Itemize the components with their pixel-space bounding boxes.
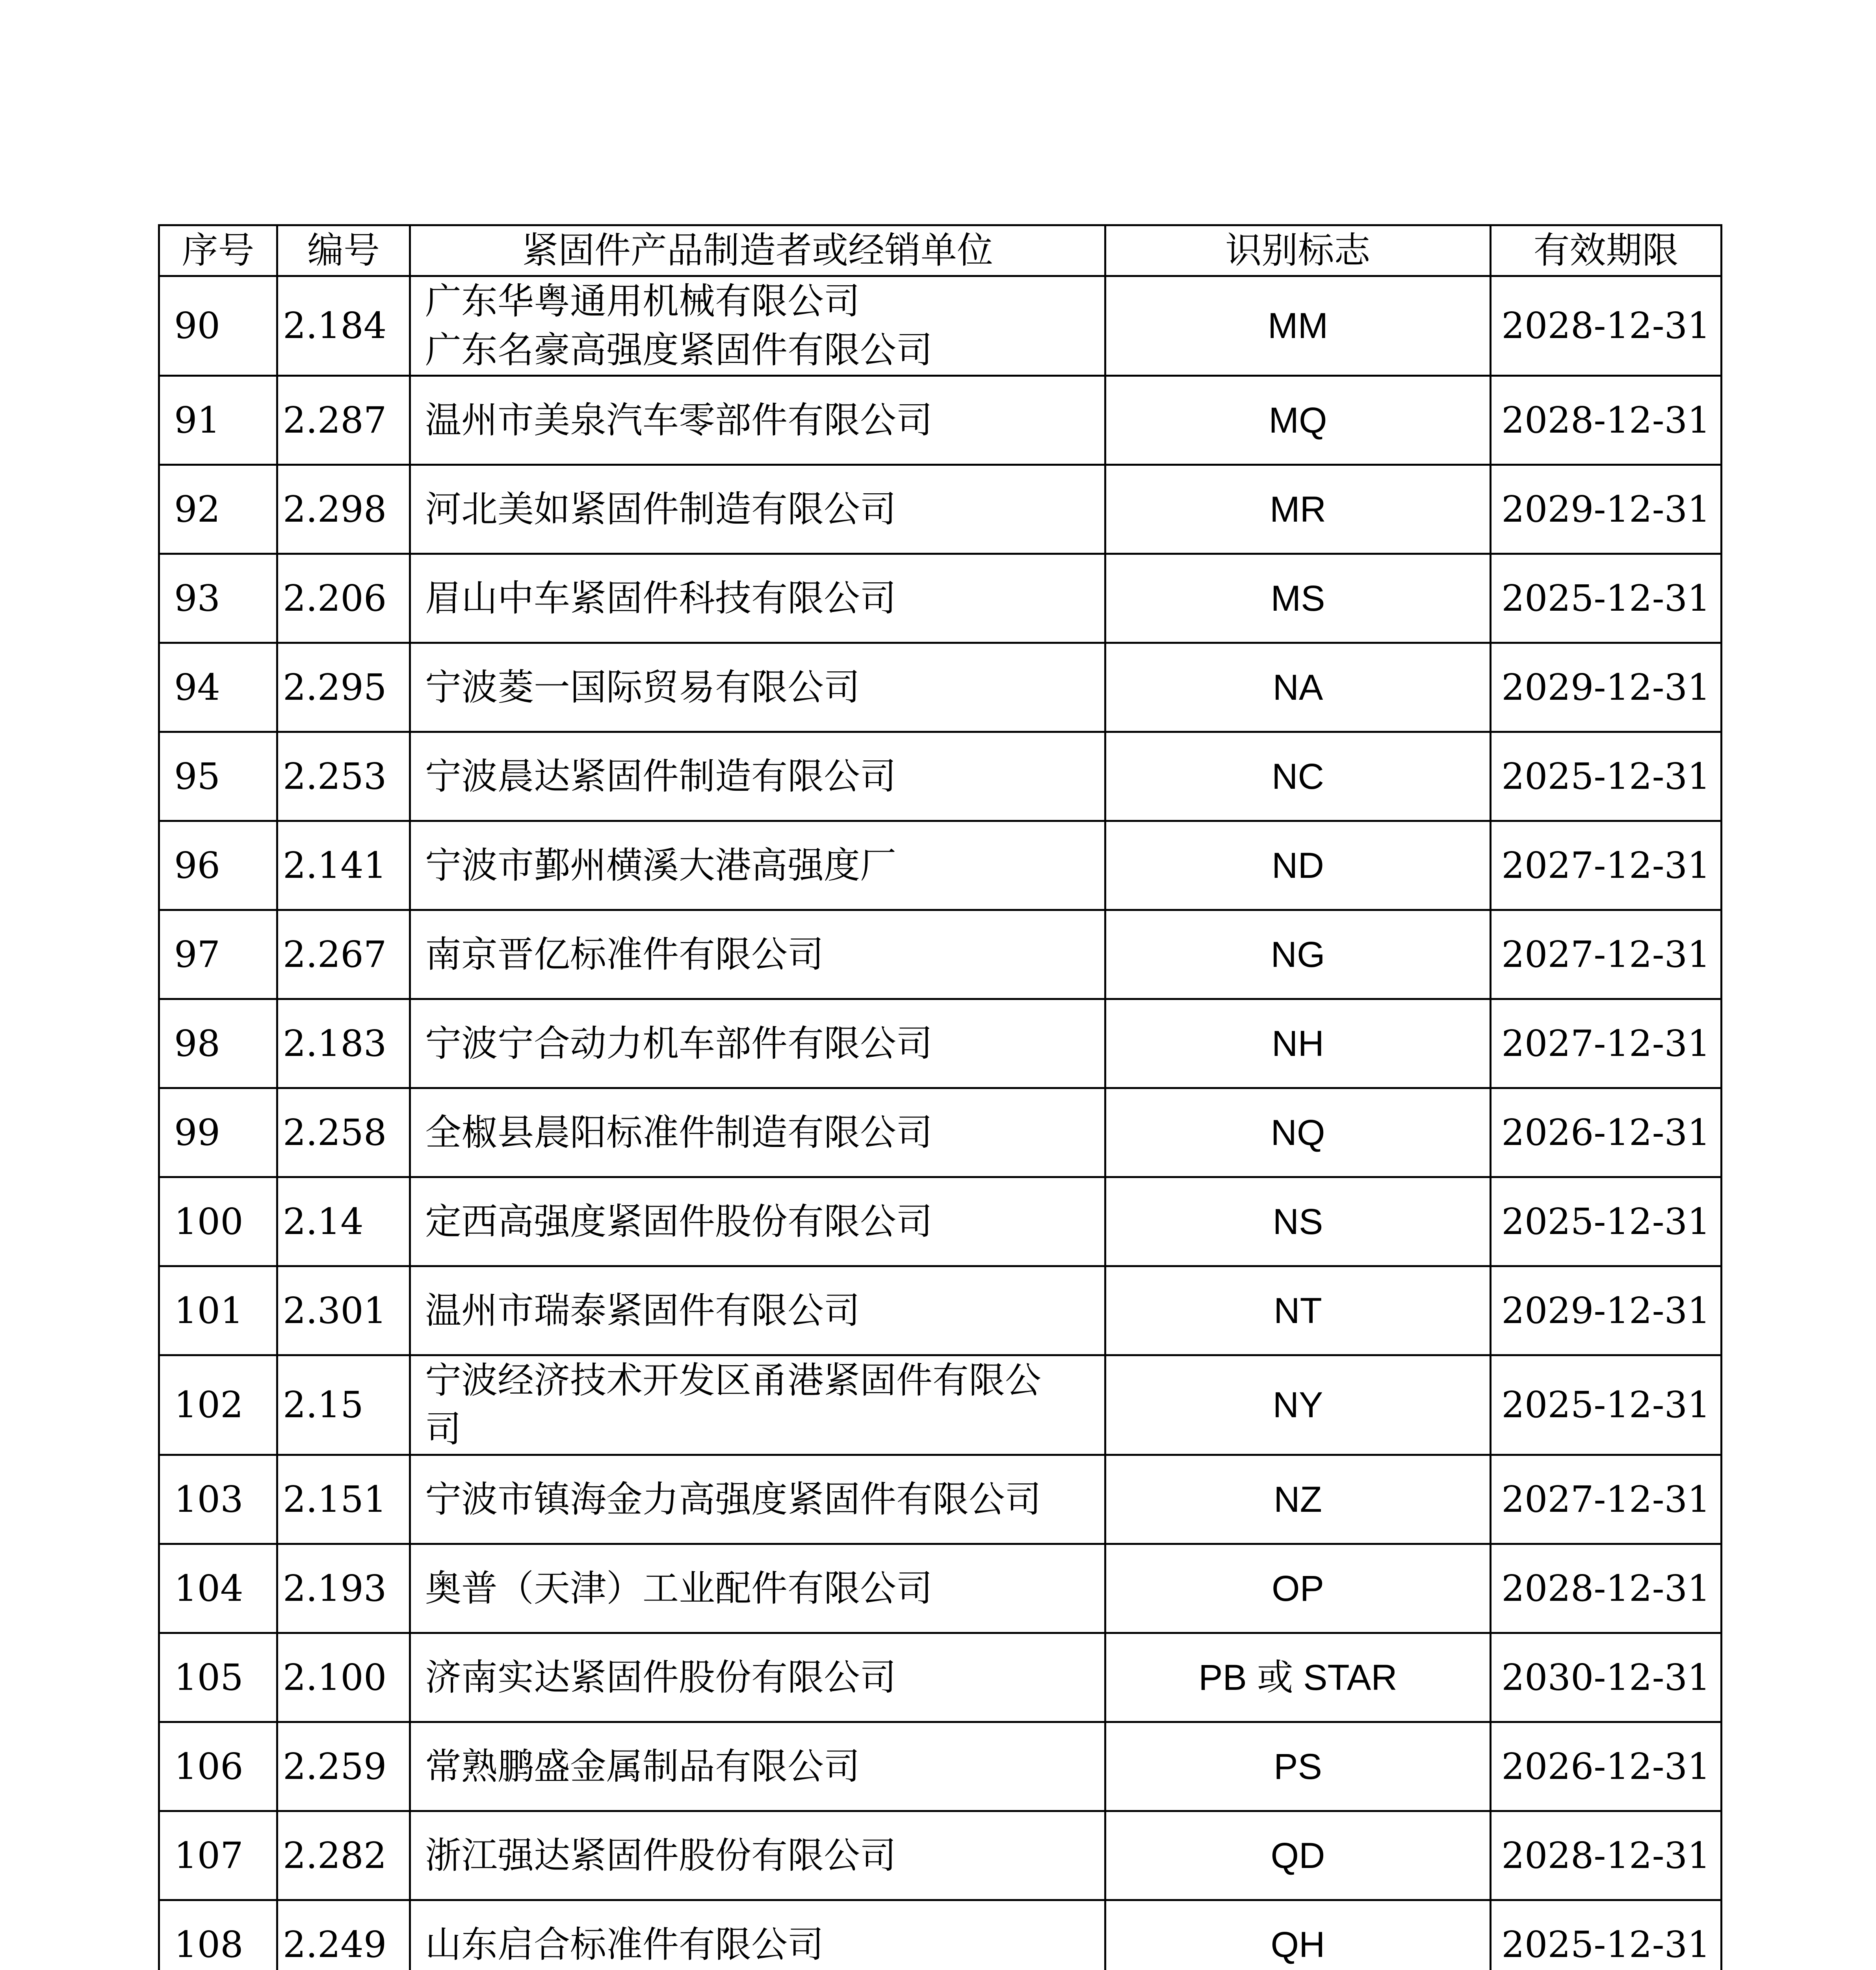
row-code: 2.267 xyxy=(277,910,410,999)
row-company-name xyxy=(410,376,1105,465)
row-validity-date: 2030-12-31 xyxy=(1491,1633,1722,1722)
company-name-line: 山东启合标准件有限公司 xyxy=(425,1923,824,1966)
row-identification-mark: OP xyxy=(1105,1544,1491,1633)
table-row xyxy=(159,1455,1722,1544)
row-identification-mark: NY xyxy=(1105,1355,1491,1455)
table-row xyxy=(159,1544,1722,1633)
row-validity-date: 2025-12-31 xyxy=(1491,554,1722,643)
row-code: 2.206 xyxy=(277,554,410,643)
table-row xyxy=(159,732,1722,821)
row-identification-mark: NQ xyxy=(1105,1088,1491,1177)
header-code: 编号 xyxy=(277,225,410,276)
row-company-name xyxy=(410,1900,1105,1970)
row-seq: 93 xyxy=(159,554,277,643)
row-seq: 94 xyxy=(159,643,277,732)
row-validity-date: 2025-12-31 xyxy=(1491,1900,1722,1970)
table-row xyxy=(159,465,1722,554)
row-seq: 106 xyxy=(159,1722,277,1811)
row-validity-date: 2027-12-31 xyxy=(1491,999,1722,1088)
company-name-line: 宁波市鄞州横溪大港高强度厂 xyxy=(425,844,897,886)
row-seq: 103 xyxy=(159,1455,277,1544)
row-seq: 104 xyxy=(159,1544,277,1633)
header-name: 紧固件产品制造者或经销单位 xyxy=(410,225,1105,276)
company-name-line: 温州市瑞泰紧固件有限公司 xyxy=(425,1289,860,1332)
row-code: 2.298 xyxy=(277,465,410,554)
row-code: 2.301 xyxy=(277,1266,410,1355)
row-validity-date: 2028-12-31 xyxy=(1491,276,1722,376)
table-row xyxy=(159,999,1722,1088)
table-row xyxy=(159,1266,1722,1355)
row-company-name xyxy=(410,1355,1105,1455)
row-seq: 101 xyxy=(159,1266,277,1355)
row-identification-mark: MM xyxy=(1105,276,1491,376)
company-name-line: 奥普（天津）工业配件有限公司 xyxy=(425,1567,933,1609)
row-identification-mark: QD xyxy=(1105,1811,1491,1900)
table-row xyxy=(159,1633,1722,1722)
row-company-name xyxy=(410,1266,1105,1355)
row-company-name xyxy=(410,276,1105,376)
row-seq: 92 xyxy=(159,465,277,554)
row-company-name xyxy=(410,1811,1105,1900)
row-identification-mark: NZ xyxy=(1105,1455,1491,1544)
table-header-row xyxy=(159,225,1722,276)
registration-table xyxy=(158,224,1722,1970)
company-name-line: 济南实达紧固件股份有限公司 xyxy=(425,1656,897,1699)
row-code: 2.151 xyxy=(277,1455,410,1544)
row-seq: 107 xyxy=(159,1811,277,1900)
company-name-line: 宁波经济技术开发区甬港紧固件有限公 xyxy=(425,1359,1042,1401)
company-name-line: 广东名豪高强度紧固件有限公司 xyxy=(425,329,933,371)
row-code: 2.253 xyxy=(277,732,410,821)
row-code: 2.259 xyxy=(277,1722,410,1811)
row-code: 2.282 xyxy=(277,1811,410,1900)
row-company-name xyxy=(410,465,1105,554)
company-name-line: 定西高强度紧固件股份有限公司 xyxy=(425,1200,933,1243)
header-seq: 序号 xyxy=(159,225,277,276)
row-validity-date: 2025-12-31 xyxy=(1491,1355,1722,1455)
row-validity-date: 2028-12-31 xyxy=(1491,376,1722,465)
row-company-name xyxy=(410,821,1105,910)
row-validity-date: 2029-12-31 xyxy=(1491,643,1722,732)
row-code: 2.141 xyxy=(277,821,410,910)
row-seq: 99 xyxy=(159,1088,277,1177)
row-code: 2.249 xyxy=(277,1900,410,1970)
row-code: 2.100 xyxy=(277,1633,410,1722)
row-company-name xyxy=(410,554,1105,643)
row-validity-date: 2029-12-31 xyxy=(1491,465,1722,554)
row-code: 2.15 xyxy=(277,1355,410,1455)
company-name-line: 宁波宁合动力机车部件有限公司 xyxy=(425,1022,933,1065)
company-name-line: 广东华粤通用机械有限公司 xyxy=(425,280,860,322)
table-row xyxy=(159,1355,1722,1455)
company-name-line: 宁波菱一国际贸易有限公司 xyxy=(425,666,860,708)
row-company-name xyxy=(410,1455,1105,1544)
row-identification-mark: NS xyxy=(1105,1177,1491,1266)
row-seq: 105 xyxy=(159,1633,277,1722)
row-identification-mark: NA xyxy=(1105,643,1491,732)
row-validity-date: 2027-12-31 xyxy=(1491,910,1722,999)
row-validity-date: 2029-12-31 xyxy=(1491,1266,1722,1355)
company-name-line: 全椒县晨阳标准件制造有限公司 xyxy=(425,1111,933,1154)
row-seq: 102 xyxy=(159,1355,277,1455)
row-seq: 98 xyxy=(159,999,277,1088)
company-name-line: 南京晋亿标准件有限公司 xyxy=(425,933,824,976)
company-name-line: 司 xyxy=(425,1408,462,1450)
row-validity-date: 2028-12-31 xyxy=(1491,1544,1722,1633)
row-identification-mark: MS xyxy=(1105,554,1491,643)
row-company-name xyxy=(410,643,1105,732)
table-row xyxy=(159,554,1722,643)
table-row xyxy=(159,1177,1722,1266)
row-validity-date: 2027-12-31 xyxy=(1491,1455,1722,1544)
company-name-line: 眉山中车紧固件科技有限公司 xyxy=(425,577,897,619)
row-identification-mark: NC xyxy=(1105,732,1491,821)
row-code: 2.193 xyxy=(277,1544,410,1633)
row-seq: 100 xyxy=(159,1177,277,1266)
table-row xyxy=(159,1900,1722,1970)
row-validity-date: 2028-12-31 xyxy=(1491,1811,1722,1900)
row-company-name xyxy=(410,910,1105,999)
row-seq: 97 xyxy=(159,910,277,999)
company-name-line: 温州市美泉汽车零部件有限公司 xyxy=(425,399,933,441)
company-name-line: 常熟鹏盛金属制品有限公司 xyxy=(425,1745,860,1788)
company-name-line: 河北美如紧固件制造有限公司 xyxy=(425,488,897,530)
row-identification-mark: PB 或 STAR xyxy=(1105,1633,1491,1722)
row-validity-date: 2026-12-31 xyxy=(1491,1088,1722,1177)
row-identification-mark: NG xyxy=(1105,910,1491,999)
row-code: 2.184 xyxy=(277,276,410,376)
row-code: 2.14 xyxy=(277,1177,410,1266)
table-row xyxy=(159,276,1722,376)
row-seq: 95 xyxy=(159,732,277,821)
row-code: 2.295 xyxy=(277,643,410,732)
row-validity-date: 2026-12-31 xyxy=(1491,1722,1722,1811)
row-identification-mark: MR xyxy=(1105,465,1491,554)
row-identification-mark: MQ xyxy=(1105,376,1491,465)
table-row xyxy=(159,1088,1722,1177)
row-code: 2.258 xyxy=(277,1088,410,1177)
row-identification-mark: NT xyxy=(1105,1266,1491,1355)
row-company-name xyxy=(410,1633,1105,1722)
row-code: 2.183 xyxy=(277,999,410,1088)
row-company-name xyxy=(410,1722,1105,1811)
row-validity-date: 2027-12-31 xyxy=(1491,821,1722,910)
table-row xyxy=(159,1722,1722,1811)
company-name-line: 浙江强达紧固件股份有限公司 xyxy=(425,1834,897,1877)
row-identification-mark: NH xyxy=(1105,999,1491,1088)
row-seq: 90 xyxy=(159,276,277,376)
header-mark: 识别标志 xyxy=(1105,225,1491,276)
row-seq: 91 xyxy=(159,376,277,465)
row-company-name xyxy=(410,1544,1105,1633)
row-company-name xyxy=(410,1088,1105,1177)
row-identification-mark: PS xyxy=(1105,1722,1491,1811)
row-company-name xyxy=(410,999,1105,1088)
row-company-name xyxy=(410,732,1105,821)
company-name-line: 宁波晨达紧固件制造有限公司 xyxy=(425,755,897,797)
row-seq: 96 xyxy=(159,821,277,910)
row-seq: 108 xyxy=(159,1900,277,1970)
header-date: 有效期限 xyxy=(1491,225,1722,276)
row-company-name xyxy=(410,1177,1105,1266)
table-body xyxy=(159,276,1722,1970)
row-validity-date: 2025-12-31 xyxy=(1491,1177,1722,1266)
table-row xyxy=(159,376,1722,465)
table-row xyxy=(159,821,1722,910)
table-row xyxy=(159,643,1722,732)
row-identification-mark: ND xyxy=(1105,821,1491,910)
table-row xyxy=(159,1811,1722,1900)
company-name-line: 宁波市镇海金力高强度紧固件有限公司 xyxy=(425,1478,1042,1520)
row-code: 2.287 xyxy=(277,376,410,465)
table-row xyxy=(159,910,1722,999)
row-validity-date: 2025-12-31 xyxy=(1491,732,1722,821)
row-identification-mark: QH xyxy=(1105,1900,1491,1970)
